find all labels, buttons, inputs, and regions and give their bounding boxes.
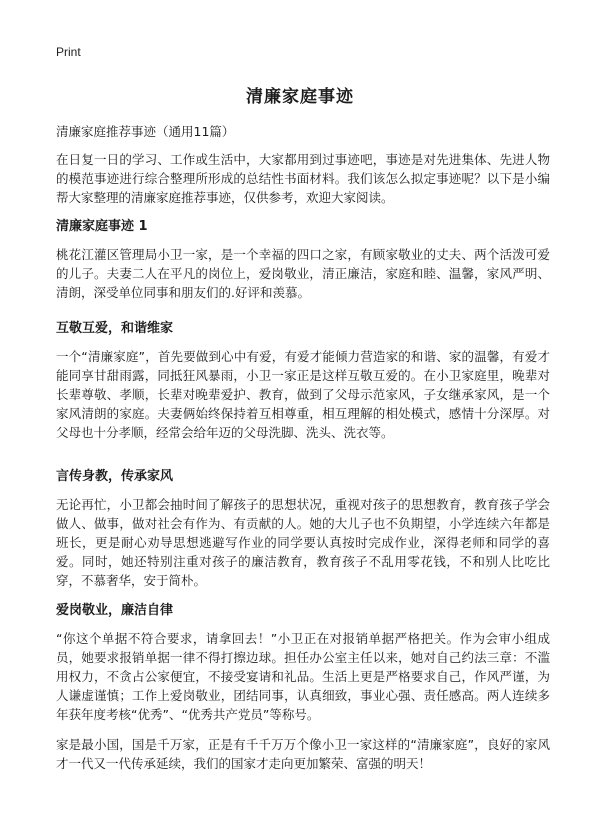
page-title: 清廉家庭事迹 [246,87,354,107]
section-heading: 互敬互爱，和谐维家 [56,321,174,336]
print-label: Print [56,45,81,59]
document-subtitle: 清廉家庭推荐事迹（通用11篇） [56,124,235,139]
section-paragraph: “你这个单据不符合要求，请拿回去！”小卫正在对报销单据严格把关。作为会审小组成员，她要求报销单据一律不得打擦边球。担任办公室主任以来，她对自己约法三章：不滥用权力，不贪占公家便宜，不接受宴请和礼品。生活上更是严格要求自己，作风严谨，为人谦虚谨慎；工作上爱岗敬业，团结同事，认真细致，事业心强、责任感高。两人连续多年获年度考核“优秀”、“优秀共产党员”等称号。 [56,631,550,722]
closing-paragraph: 家是最小国，国是千万家，正是有千千万万个像小卫一家这样的“清廉家庭”，良好的家风才一代又一代传承延续，我们的国家才走向更加繁荣、富强的明天！ [56,737,550,771]
section-heading: 言传身教，传承家风 [56,469,174,484]
section-paragraph: 一个“清廉家庭”，首先要做到心中有爱，有爱才能倾力营造家的和谐、家的温馨，有爱才能同享甘甜雨露，同抵狂风暴雨，小卫一家正是这样互敬互爱的。在小卫家庭里，晚辈对长辈尊敬、孝顺，长辈对晚辈爱护、教育，做到了父母示范家风，子女继承家风，是一个家风清朗的家庭。夫妻俩始终保持着互相尊重，相互理解的相处模式，感情十分深厚。对父母也十分孝顺，经常会给年迈的父母洗脚、洗头、洗衣等。 [56,349,550,440]
section-paragraph: 无论再忙，小卫都会抽时间了解孩子的思想状况，重视对孩子的思想教育，教育孩子学会做人、做事，做对社会有作为、有贡献的人。她的大儿子也不负期望，小学连续六年都是班长，更是耐心劝导思想逃避写作业的同学要认真按时完成作业，深得老师和同学的喜爱。同时，她还特别注重对孩子的廉洁教育，教育孩子不乱用零花钱，不和别人比吃比穿，不慕奢华，安于简朴。 [56,497,550,588]
section-heading: 清廉家庭事迹 1 [56,219,148,234]
section-heading: 爱岗敬业，廉洁自律 [56,603,174,618]
intro-paragraph: 在日复一日的学习、工作或生活中，大家都用到过事迹吧，事迹是对先进集体、先进人物的模范事迹进行综合整理所形成的总结性书面材料。我们该怎么拟定事迹呢？以下是小编帮大家整理的清廉家庭推荐事迹，仅供参考，欢迎大家阅读。 [56,152,550,205]
section-paragraph: 桃花江灌区管理局小卫一家，是一个幸福的四口之家，有顾家敬业的丈夫、两个活泼可爱的儿子。夫妻二人在平凡的岗位上，爱岗敬业，清正廉洁，家庭和睦、温馨，家风严明、清朗，深受单位同事和朋友们的.好评和羡慕。 [56,247,550,300]
